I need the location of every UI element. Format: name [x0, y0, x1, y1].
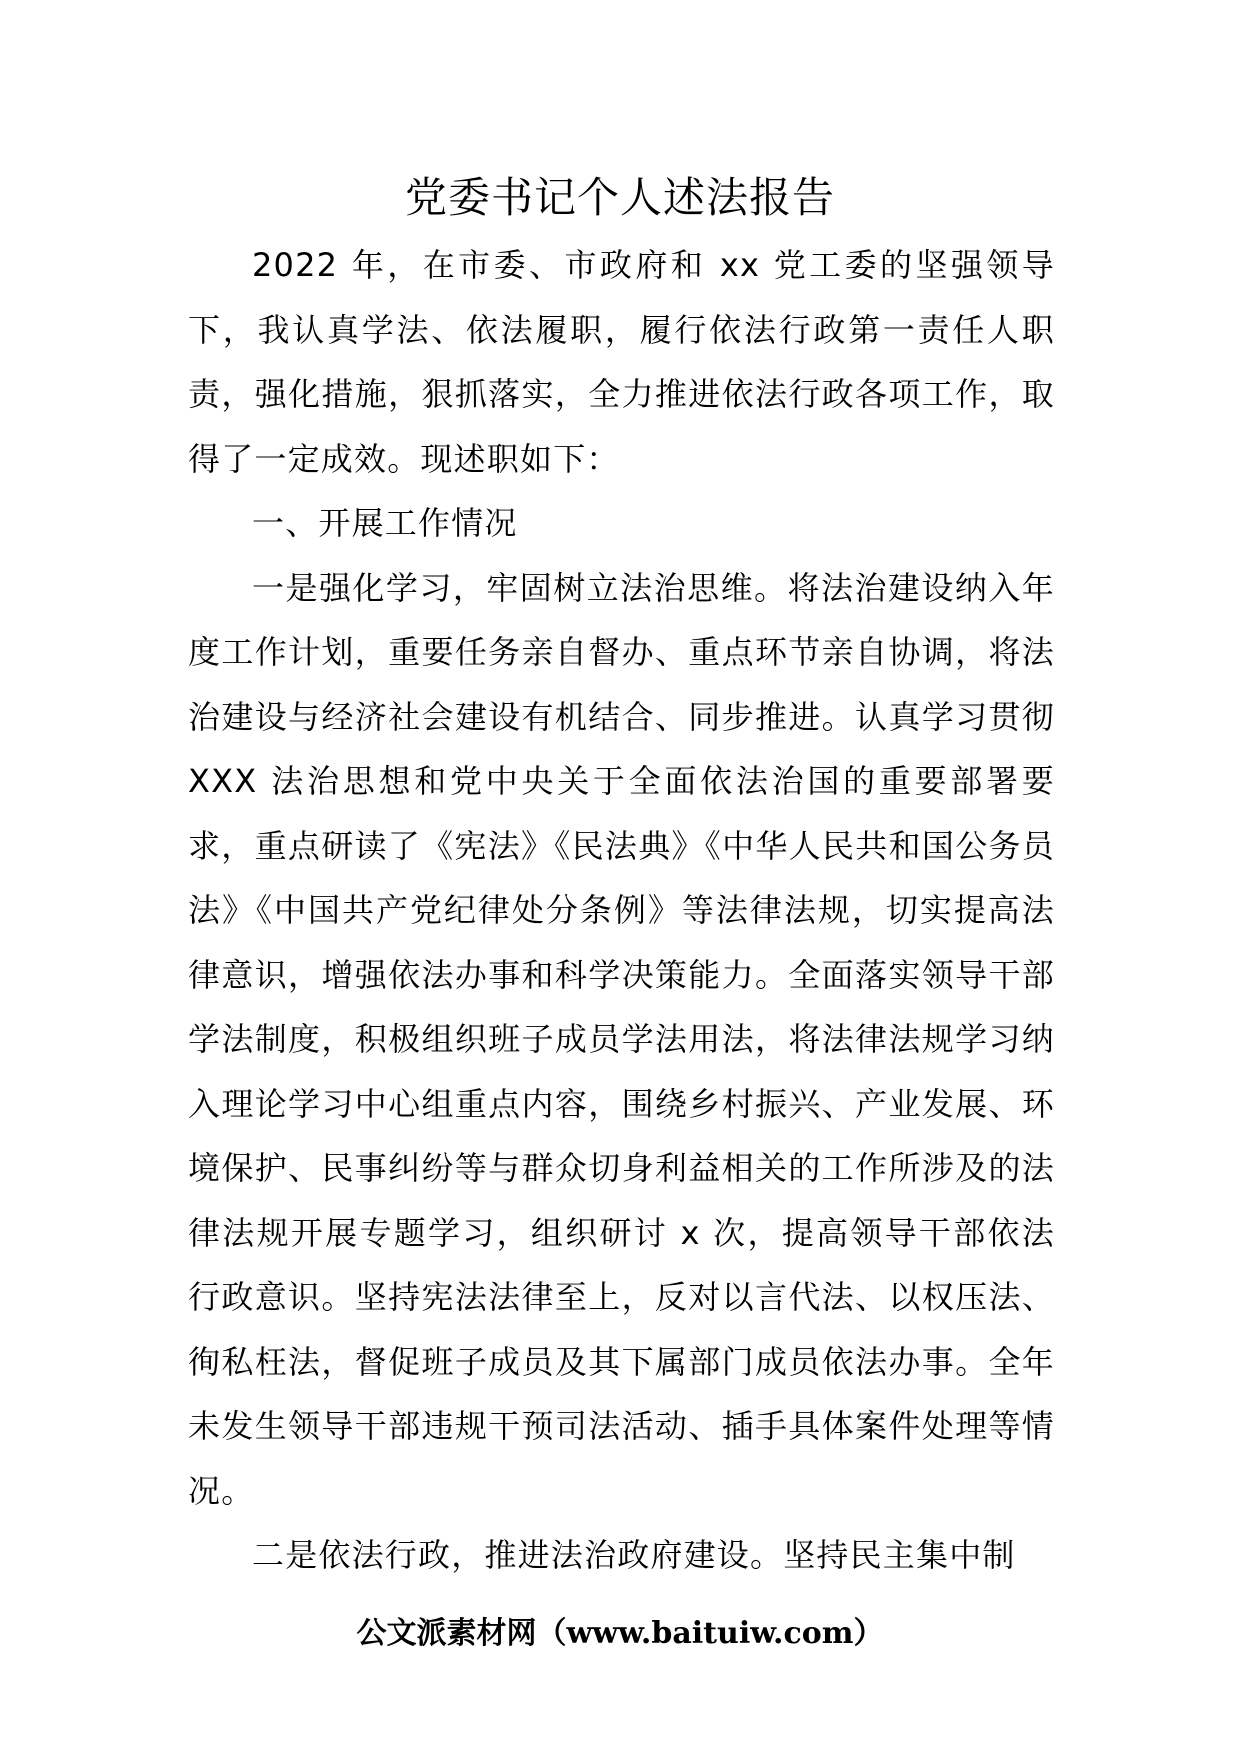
section-heading: 一、开展工作情况	[252, 504, 518, 542]
document-title: 党委书记个人述法报告	[404, 173, 835, 222]
paragraph-administration: 二是依法行政，推进法治政府建设。坚持民主集中制	[252, 1536, 1016, 1574]
paragraph-intro: 2022 年，在市委、市政府和 xx 党工委的坚强领导下，我认真学法、依法履职，履行依法行政第一责任人职责，强化措施，狠抓落实，全力推进依法行政各项工作，取得了一定成效。现述职如下：	[188, 246, 1055, 478]
document-body	[188, 233, 1055, 1588]
footer-watermark: 公文派素材网（www.baituiw.com）	[356, 1616, 884, 1651]
paragraph-study: 一是强化学习，牢固树立法治思维。将法治建设纳入年度工作计划，重要任务亲自督办、重点环节亲自协调，将法治建设与经济社会建设有机结合、同步推进。认真学习贯彻 XXX 法治思想和党中央关于全面依法治国的重要部署要求，重点研读了《宪法》《民法典》《中华人民共和国公务员法》《中国共产党纪律处分条例》等法律法规，切实提高法律意识，增强依法办事和科学决策能力。全面落实领导干部学法制度，积极组织班子成员学法用法，将法律法规学习纳入理论学习中心组重点内容，围绕乡村振兴、产业发展、环境保护、民事纠纷等与群众切身利益相关的工作所涉及的法律法规开展专题学习，组织研讨 x 次，提高领导干部依法行政意识。坚持宪法法律至上，反对以言代法、以权压法、徇私枉法，督促班子成员及其下属部门成员依法办事。全年未发生领导干部违规干预司法活动、插手具体案件处理等情况。	[188, 568, 1055, 1510]
